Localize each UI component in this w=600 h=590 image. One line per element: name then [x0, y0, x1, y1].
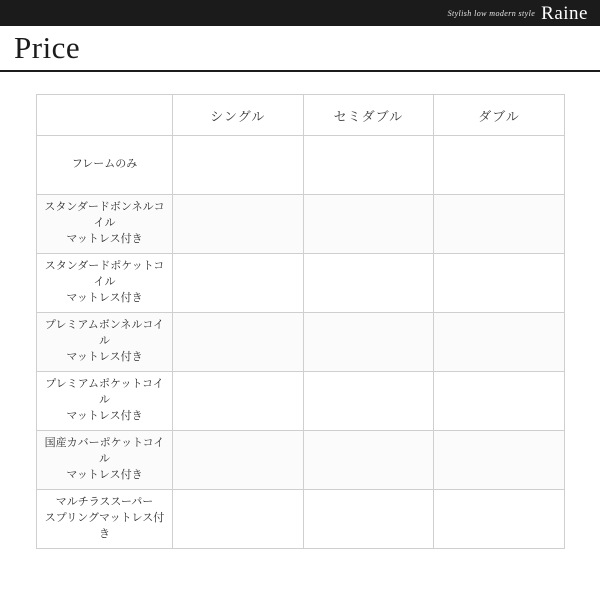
price-cell [434, 490, 565, 549]
column-header-double: ダブル [434, 95, 565, 136]
column-header-semi-double: セミダブル [303, 95, 434, 136]
table-row [37, 195, 565, 254]
price-cell [173, 136, 304, 195]
title-divider [0, 70, 600, 72]
price-cell [434, 372, 565, 431]
footer-space [0, 549, 600, 589]
table-header-row [37, 95, 565, 136]
price-cell [434, 136, 565, 195]
price-table-body [37, 136, 565, 549]
row-label-line: マルチラススーパー [55, 496, 154, 509]
row-label [37, 490, 173, 549]
table-row [37, 313, 565, 372]
price-cell [303, 254, 434, 313]
row-label [37, 313, 173, 372]
row-label-line: スプリングマットレス付き [44, 512, 165, 540]
table-row [37, 136, 565, 195]
row-label [37, 254, 173, 313]
row-label [37, 195, 173, 254]
price-cell [303, 431, 434, 490]
row-label-line: スタンダードポケットコイル [44, 260, 165, 289]
price-cell [173, 254, 304, 313]
page-title-block [0, 26, 600, 72]
row-label-line: 国産カバーポケットコイル [44, 437, 165, 466]
row-label-line: プレミアムボンネルコイル [44, 319, 165, 348]
brand-header-bar [0, 0, 600, 26]
price-cell [173, 372, 304, 431]
row-label-line: マットレス付き [66, 232, 143, 245]
brand-tagline: Stylish low modern style [447, 8, 536, 18]
row-label-line: プレミアムポケットコイル [45, 378, 164, 407]
row-label-line: フレームのみ [71, 158, 138, 171]
row-label [37, 136, 173, 195]
price-cell [303, 136, 434, 195]
row-label-line: スタンダードボンネルコイル [44, 201, 165, 230]
row-label [37, 431, 173, 490]
price-table-wrap [0, 72, 600, 549]
price-cell [303, 313, 434, 372]
table-row [37, 254, 565, 313]
price-cell [173, 313, 304, 372]
table-row [37, 490, 565, 549]
table-corner-cell [37, 95, 173, 136]
price-cell [303, 195, 434, 254]
price-cell [173, 490, 304, 549]
page-title: Price [14, 30, 81, 65]
price-table [36, 94, 565, 549]
table-row [37, 431, 565, 490]
row-label-line: マットレス付き [66, 468, 143, 481]
table-row [37, 372, 565, 431]
row-label [37, 372, 173, 431]
price-cell [434, 195, 565, 254]
row-label-line: マットレス付き [66, 409, 143, 422]
price-cell [434, 254, 565, 313]
price-cell [303, 490, 434, 549]
price-cell [303, 372, 434, 431]
column-header-single: シングル [173, 95, 304, 136]
row-label-line: マットレス付き [66, 350, 143, 363]
row-label-line: マットレス付き [66, 291, 143, 304]
price-table-head [37, 95, 565, 136]
brand-name: Raine [541, 2, 588, 24]
price-cell [173, 195, 304, 254]
price-cell [434, 431, 565, 490]
price-cell [434, 313, 565, 372]
price-cell [173, 431, 304, 490]
